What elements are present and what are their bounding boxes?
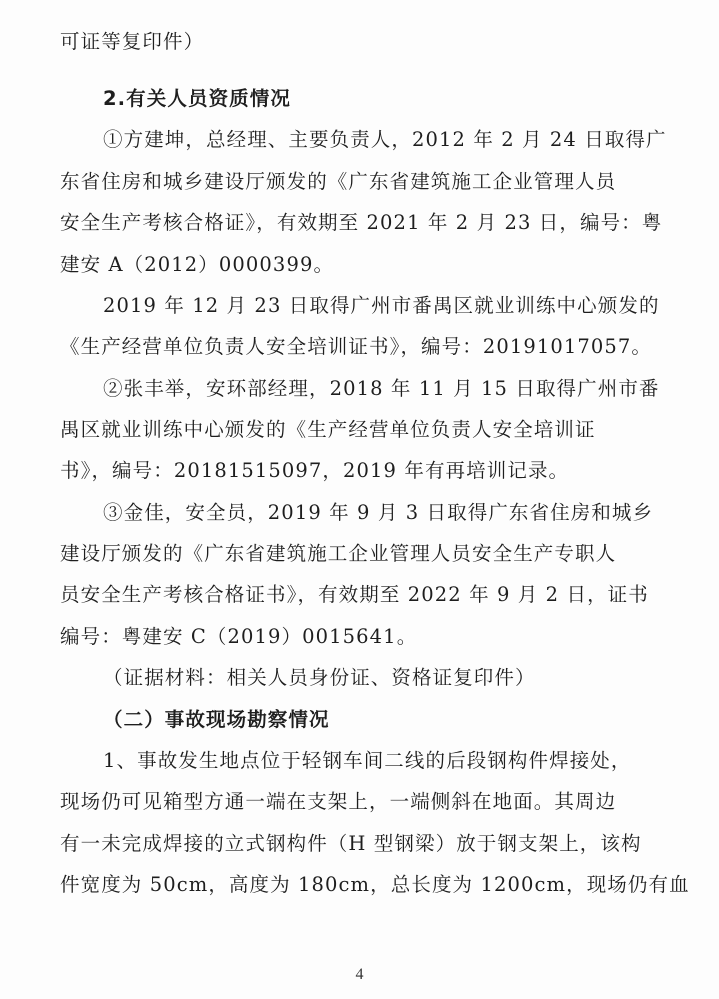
text-line: 安全生产考核合格证》，有效期至 2021 年 2 月 23 日，编号：粤 (60, 211, 663, 234)
text-line: 《生产经营单位负责人安全培训证书》，编号：20191017057。 (60, 335, 653, 358)
text-line: 建设厅颁发的《广东省建筑施工企业管理人员安全生产专职人 (60, 542, 617, 565)
text-line: 书》，编号：20181515097，2019 年有再培训记录。 (60, 459, 570, 482)
text-line: 现场仍可见箱型方通一端在支架上，一端侧斜在地面。其周边 (60, 790, 617, 813)
text-line: ②张丰举，安环部经理，2018 年 11 月 15 日取得广州市番 (103, 377, 660, 400)
text-line: 有一未完成焊接的立式钢构件（H 型钢梁）放于钢支架上，该构 (60, 832, 642, 855)
text-line: ③金佳，安全员，2019 年 9 月 3 日取得广东省住房和城乡 (103, 501, 654, 524)
text-line: 员安全生产考核合格证书》，有效期至 2022 年 9 月 2 日，证书 (60, 583, 649, 606)
section-heading-site-survey: （二）事故现场勘察情况 (103, 708, 330, 731)
text-line: 东省住房和城乡建设厅颁发的《广东省建筑施工企业管理人员 (60, 170, 617, 193)
text-line: 禺区就业训练中心颁发的《生产经营单位负责人安全培训证 (60, 418, 596, 441)
text-line: 建安 A（2012）0000399。 (60, 253, 335, 276)
text-line: 可证等复印件） (60, 30, 205, 53)
page-number: 4 (355, 966, 364, 983)
text-line: 2019 年 12 月 23 日取得广州市番禺区就业训练中心颁发的 (103, 294, 660, 317)
text-line: ①方建坤，总经理、主要负责人，2012 年 2 月 24 日取得广 (103, 128, 667, 151)
text-line: 编号：粤建安 C（2019）0015641。 (60, 625, 418, 648)
evidence-note: （证据材料：相关人员身份证、资格证复印件） (103, 666, 536, 689)
text-line: 1、事故发生地点位于轻钢车间二线的后段钢构件焊接处， (103, 749, 632, 772)
text-line: 件宽度为 50cm，高度为 180cm，总长度为 1200cm，现场仍有血 (60, 873, 690, 896)
section-heading-personnel-qualifications: 2.有关人员资质情况 (103, 87, 291, 110)
